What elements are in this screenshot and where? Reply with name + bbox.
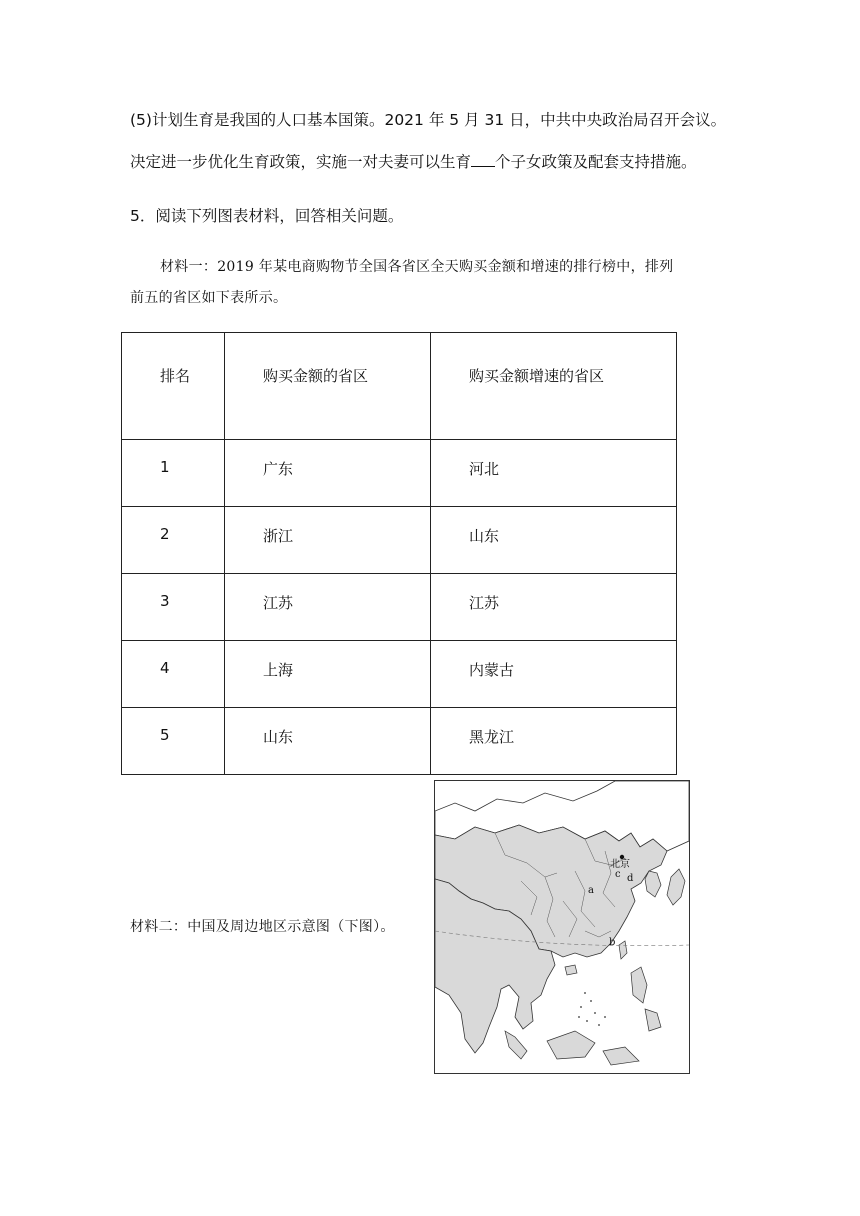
- growth-province-cell: 山东: [431, 507, 677, 574]
- amount-province-cell: 山东: [225, 708, 431, 775]
- map-svg: [435, 781, 689, 1073]
- header-cell-rank: 排名: [122, 333, 225, 440]
- growth-province-cell: 内蒙古: [431, 641, 677, 708]
- label-c: c: [615, 869, 621, 880]
- rank-cell: 3: [122, 574, 225, 641]
- header-cell-growth: 购买金额增速的省区: [431, 333, 677, 440]
- amount-province-cell: 江苏: [225, 574, 431, 641]
- amount-province-cell: 上海: [225, 641, 431, 708]
- label-b: b: [609, 937, 616, 948]
- rank-cell: 1: [122, 440, 225, 507]
- question-5-item-5-line-1: (5)计划生育是我国的人口基本国策。2021 年 5 月 31 日，中共中央政治局召开会议。: [130, 111, 727, 129]
- question-5-item-5-line-2: [130, 150, 697, 172]
- table-row: [122, 574, 677, 641]
- question-heading: 5．阅读下列图表材料，回答相关问题。: [130, 207, 404, 225]
- amount-province-cell: 浙江: [225, 507, 431, 574]
- table-row: [122, 440, 677, 507]
- table-row: [122, 641, 677, 708]
- header-cell-amount: 购买金额的省区: [225, 333, 431, 440]
- rank-cell: 5: [122, 708, 225, 775]
- table-row: [122, 708, 677, 775]
- material-1-line-1: 材料一：2019 年某电商购物节全国各省区全天购买金额和增速的排行榜中，排列: [160, 259, 674, 275]
- growth-province-cell: 河北: [431, 440, 677, 507]
- amount-province-cell: 广东: [225, 440, 431, 507]
- rank-cell: 4: [122, 641, 225, 708]
- line-2-after-blank: 个子女政策及配套支持措施。: [495, 153, 697, 171]
- growth-province-cell: 黑龙江: [431, 708, 677, 775]
- table-row: [122, 507, 677, 574]
- china-region-map: [434, 780, 690, 1074]
- material-1-line-2: 前五的省区如下表所示。: [130, 290, 288, 306]
- rank-cell: 2: [122, 507, 225, 574]
- label-beijing: 北京: [610, 859, 630, 870]
- answer-blank[interactable]: [471, 152, 495, 167]
- ranking-table: [121, 332, 677, 775]
- table-header-row: [122, 333, 677, 440]
- line-2-before-blank: 决定进一步优化生育政策，实施一对夫妻可以生育: [130, 153, 472, 171]
- material-2-caption: 材料二：中国及周边地区示意图（下图）。: [130, 919, 395, 935]
- growth-province-cell: 江苏: [431, 574, 677, 641]
- label-a: a: [588, 885, 594, 896]
- hainan: [565, 965, 577, 975]
- label-d: d: [627, 873, 634, 884]
